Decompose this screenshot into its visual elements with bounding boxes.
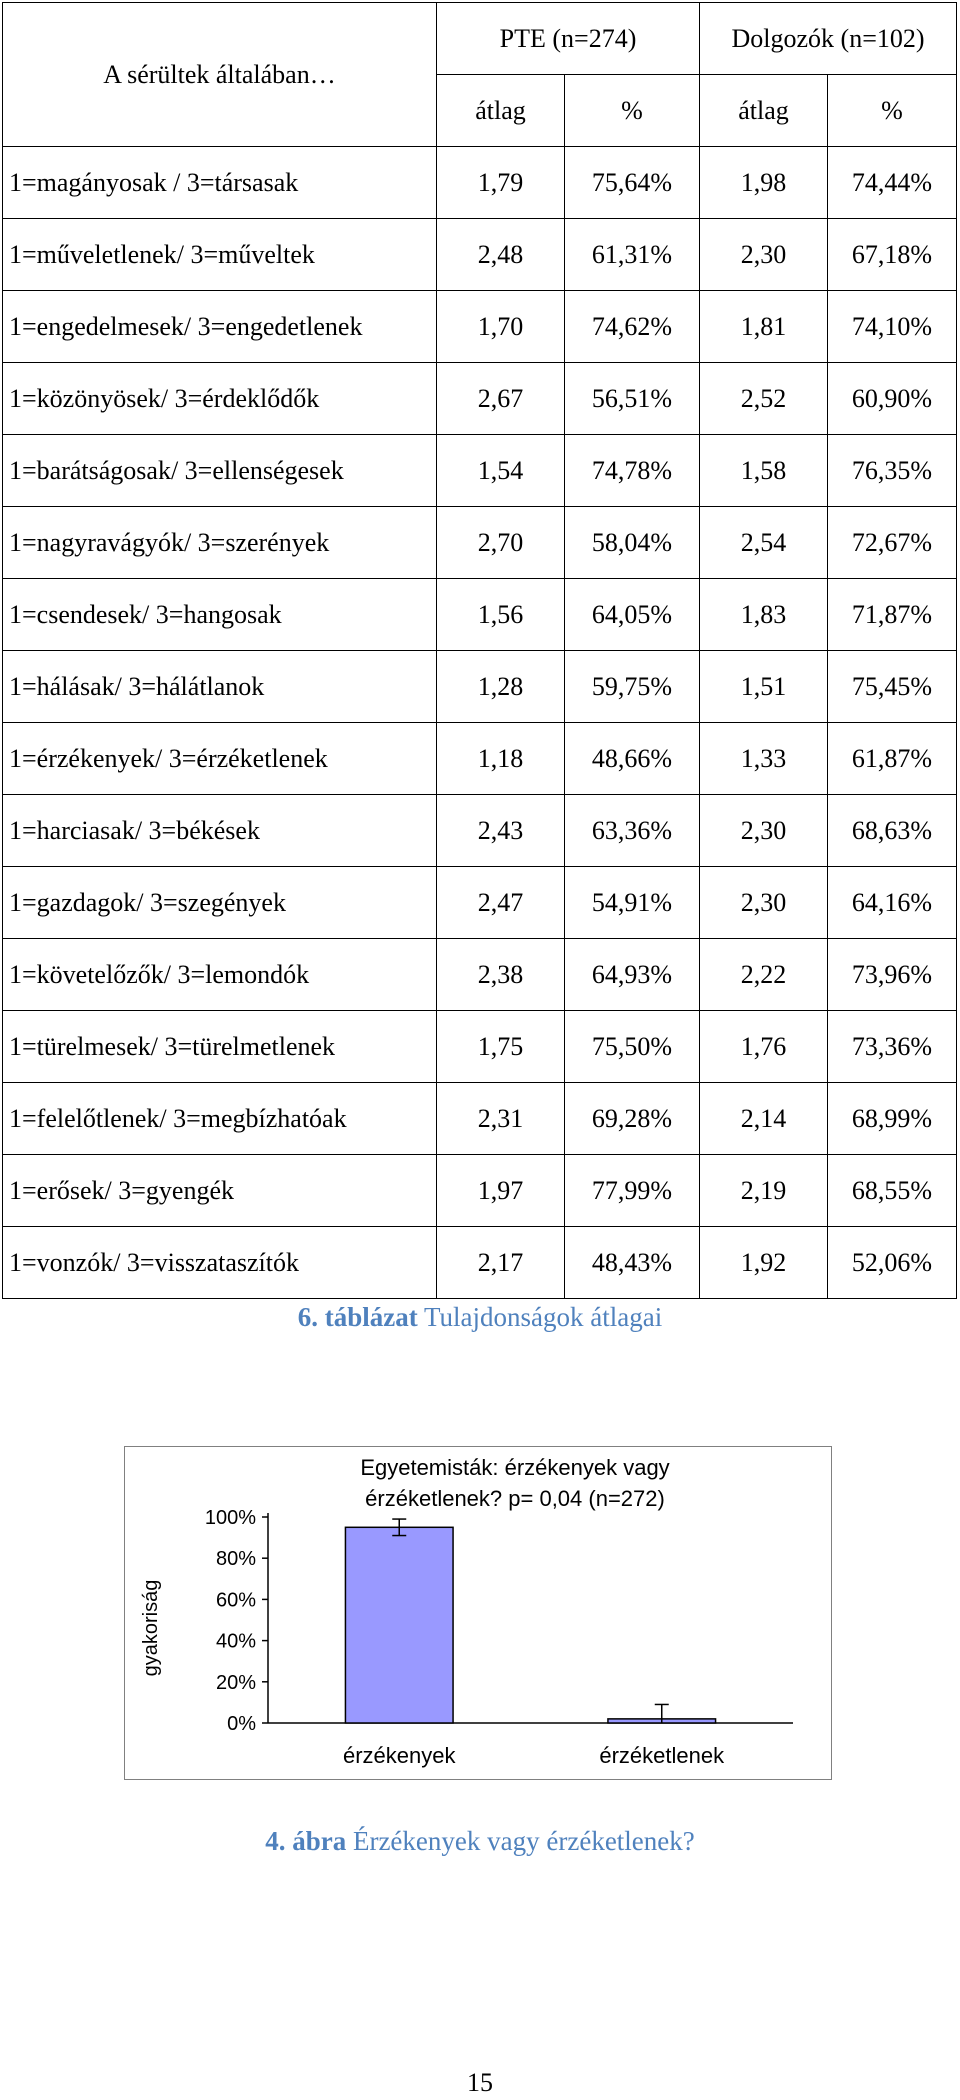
table-row bbox=[3, 219, 957, 291]
subheader-percent: % bbox=[828, 75, 957, 147]
row-value: 2,22 bbox=[700, 939, 828, 1011]
row-value: 2,17 bbox=[437, 1227, 565, 1299]
row-label: 1=felelőtlenek/ 3=megbízhatóak bbox=[3, 1083, 437, 1155]
row-value: 1,97 bbox=[437, 1155, 565, 1227]
row-value: 68,63% bbox=[828, 795, 957, 867]
row-value: 1,98 bbox=[700, 147, 828, 219]
table-corner-label: A sérültek általában… bbox=[3, 3, 437, 147]
figure-caption-text: Érzékenyek vagy érzéketlenek? bbox=[346, 1826, 695, 1856]
x-tick-label: érzékenyek bbox=[342, 1743, 456, 1768]
row-value: 1,75 bbox=[437, 1011, 565, 1083]
bar bbox=[345, 1527, 453, 1723]
y-tick-label: 80% bbox=[215, 1548, 256, 1571]
table-caption-text: Tulajdonságok átlagai bbox=[417, 1302, 663, 1332]
table-row bbox=[3, 1011, 957, 1083]
row-value: 2,54 bbox=[700, 507, 828, 579]
row-value: 63,36% bbox=[565, 795, 700, 867]
row-value: 1,58 bbox=[700, 435, 828, 507]
row-value: 68,99% bbox=[828, 1083, 957, 1155]
table-row bbox=[3, 651, 957, 723]
table-row bbox=[3, 291, 957, 363]
table-row bbox=[3, 1083, 957, 1155]
subheader-mean: átlag bbox=[700, 75, 828, 147]
row-label: 1=csendesek/ 3=hangosak bbox=[3, 579, 437, 651]
row-value: 2,14 bbox=[700, 1083, 828, 1155]
row-label: 1=közönyösek/ 3=érdeklődők bbox=[3, 363, 437, 435]
subheader-percent: % bbox=[565, 75, 700, 147]
row-value: 1,18 bbox=[437, 723, 565, 795]
table-row bbox=[3, 867, 957, 939]
row-value: 1,28 bbox=[437, 651, 565, 723]
y-tick-label: 100% bbox=[204, 1507, 256, 1529]
table-row bbox=[3, 435, 957, 507]
row-label: 1=nagyravágyók/ 3=szerények bbox=[3, 507, 437, 579]
row-value: 73,36% bbox=[828, 1011, 957, 1083]
row-label: 1=követelőzők/ 3=lemondók bbox=[3, 939, 437, 1011]
stats-table bbox=[2, 2, 957, 1299]
row-value: 1,51 bbox=[700, 651, 828, 723]
row-label: 1=harciasak/ 3=békések bbox=[3, 795, 437, 867]
row-label: 1=hálásak/ 3=hálátlanok bbox=[3, 651, 437, 723]
bar-chart bbox=[125, 1447, 831, 1779]
row-value: 2,43 bbox=[437, 795, 565, 867]
y-tick-label: 0% bbox=[227, 1713, 256, 1735]
row-value: 2,30 bbox=[700, 795, 828, 867]
row-value: 1,54 bbox=[437, 435, 565, 507]
table-caption bbox=[0, 1302, 960, 1333]
page-number: 15 bbox=[467, 2068, 493, 2097]
row-value: 67,18% bbox=[828, 219, 957, 291]
row-value: 1,81 bbox=[700, 291, 828, 363]
row-value: 1,76 bbox=[700, 1011, 828, 1083]
row-value: 68,55% bbox=[828, 1155, 957, 1227]
row-label: 1=erősek/ 3=gyengék bbox=[3, 1155, 437, 1227]
table-row bbox=[3, 795, 957, 867]
row-value: 2,47 bbox=[437, 867, 565, 939]
row-label: 1=barátságosak/ 3=ellenségesek bbox=[3, 435, 437, 507]
row-value: 2,19 bbox=[700, 1155, 828, 1227]
row-value: 73,96% bbox=[828, 939, 957, 1011]
row-value: 64,05% bbox=[565, 579, 700, 651]
row-value: 1,92 bbox=[700, 1227, 828, 1299]
table-row bbox=[3, 507, 957, 579]
row-value: 1,56 bbox=[437, 579, 565, 651]
row-label: 1=türelmesek/ 3=türelmetlenek bbox=[3, 1011, 437, 1083]
y-tick-label: 40% bbox=[215, 1630, 256, 1653]
row-value: 54,91% bbox=[565, 867, 700, 939]
table-header-row bbox=[3, 3, 957, 75]
row-label: 1=magányosak / 3=társasak bbox=[3, 147, 437, 219]
figure-caption-number: 4. ábra bbox=[265, 1826, 347, 1856]
x-tick-label: érzéketlenek bbox=[599, 1743, 725, 1768]
row-value: 76,35% bbox=[828, 435, 957, 507]
subheader-mean: átlag bbox=[437, 75, 565, 147]
row-value: 75,64% bbox=[565, 147, 700, 219]
row-value: 64,16% bbox=[828, 867, 957, 939]
row-label: 1=vonzók/ 3=visszataszítók bbox=[3, 1227, 437, 1299]
chart-ylabel: gyakoriság bbox=[140, 1579, 162, 1677]
row-value: 69,28% bbox=[565, 1083, 700, 1155]
row-value: 2,70 bbox=[437, 507, 565, 579]
row-value: 1,70 bbox=[437, 291, 565, 363]
table-row bbox=[3, 579, 957, 651]
group-header-pte: PTE (n=274) bbox=[437, 3, 700, 75]
group-header-dolgozok: Dolgozók (n=102) bbox=[700, 3, 957, 75]
row-label: 1=engedelmesek/ 3=engedetlenek bbox=[3, 291, 437, 363]
table-body bbox=[3, 147, 957, 1299]
table-row bbox=[3, 1227, 957, 1299]
row-value: 72,67% bbox=[828, 507, 957, 579]
row-value: 48,43% bbox=[565, 1227, 700, 1299]
y-tick-label: 20% bbox=[215, 1671, 256, 1694]
row-value: 75,45% bbox=[828, 651, 957, 723]
row-label: 1=műveletlenek/ 3=műveltek bbox=[3, 219, 437, 291]
row-value: 2,48 bbox=[437, 219, 565, 291]
row-value: 74,62% bbox=[565, 291, 700, 363]
row-value: 74,44% bbox=[828, 147, 957, 219]
chart-title-line: Egyetemisták: érzékenyek vagy bbox=[360, 1455, 670, 1480]
table-row bbox=[3, 1155, 957, 1227]
row-value: 59,75% bbox=[565, 651, 700, 723]
row-value: 2,52 bbox=[700, 363, 828, 435]
row-value: 2,30 bbox=[700, 867, 828, 939]
row-value: 48,66% bbox=[565, 723, 700, 795]
row-value: 1,83 bbox=[700, 579, 828, 651]
row-value: 1,33 bbox=[700, 723, 828, 795]
y-tick-label: 60% bbox=[215, 1589, 256, 1612]
table-row bbox=[3, 723, 957, 795]
row-value: 74,10% bbox=[828, 291, 957, 363]
chart-frame bbox=[124, 1446, 832, 1780]
row-value: 56,51% bbox=[565, 363, 700, 435]
row-label: 1=érzékenyek/ 3=érzéketlenek bbox=[3, 723, 437, 795]
row-value: 52,06% bbox=[828, 1227, 957, 1299]
row-value: 61,87% bbox=[828, 723, 957, 795]
chart-title-line: érzéketlenek? p= 0,04 (n=272) bbox=[365, 1486, 665, 1511]
row-value: 64,93% bbox=[565, 939, 700, 1011]
row-value: 74,78% bbox=[565, 435, 700, 507]
row-value: 58,04% bbox=[565, 507, 700, 579]
table-caption-number: 6. táblázat bbox=[297, 1302, 418, 1332]
table-row bbox=[3, 147, 957, 219]
table-row bbox=[3, 363, 957, 435]
row-value: 60,90% bbox=[828, 363, 957, 435]
row-value: 75,50% bbox=[565, 1011, 700, 1083]
row-value: 61,31% bbox=[565, 219, 700, 291]
figure-caption bbox=[0, 1826, 960, 1857]
row-value: 71,87% bbox=[828, 579, 957, 651]
row-value: 2,31 bbox=[437, 1083, 565, 1155]
row-value: 2,67 bbox=[437, 363, 565, 435]
row-value: 77,99% bbox=[565, 1155, 700, 1227]
row-value: 1,79 bbox=[437, 147, 565, 219]
row-value: 2,30 bbox=[700, 219, 828, 291]
row-label: 1=gazdagok/ 3=szegények bbox=[3, 867, 437, 939]
table-row bbox=[3, 939, 957, 1011]
row-value: 2,38 bbox=[437, 939, 565, 1011]
